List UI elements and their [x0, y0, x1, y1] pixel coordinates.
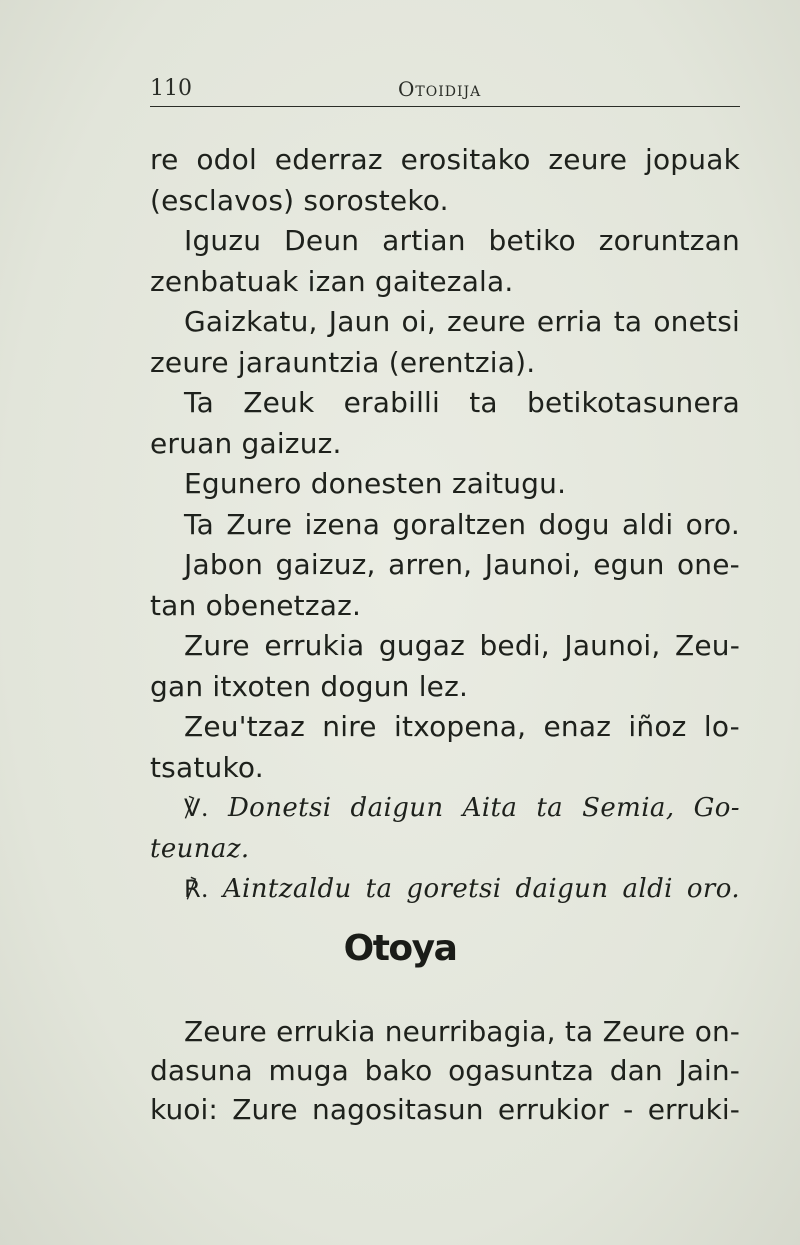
text-line: tsatuko.	[150, 750, 264, 784]
page-header	[150, 74, 740, 108]
text-line: Zeure errukia neurribagia, ta Zeure on-	[184, 1015, 740, 1048]
response-mark: ℟.	[184, 875, 209, 903]
versicle-mark: ℣.	[184, 794, 209, 822]
header-rule	[150, 106, 740, 107]
litany-text	[150, 140, 740, 910]
versicle-text: Donetsi daigun Aita ta Semia, Go-	[227, 793, 740, 823]
text-line: Ta Zure izena goraltzen dogu aldi oro.	[184, 507, 740, 541]
text-line: Zure errukia gugaz bedi, Jaunoi, Zeu-	[184, 629, 740, 662]
text-line: re odol ederraz erositako zeure jopuak	[150, 143, 740, 176]
page-number: 110	[150, 76, 192, 101]
text-line: dasuna muga bako ogasuntza dan Jain-	[150, 1054, 740, 1087]
text-line: Gaizkatu, Jaun oi, zeure erria ta onetsi	[184, 305, 740, 338]
versicle-line-continued: teunaz.	[150, 833, 250, 864]
versicle-line	[150, 788, 740, 829]
section-heading: Otoya	[343, 928, 457, 969]
text-line: gan itxoten dogun lez.	[150, 669, 469, 703]
text-line: eruan gaizuz.	[150, 426, 342, 460]
prayer-text	[150, 1012, 740, 1129]
running-head: Otoidija	[398, 77, 482, 101]
text-line: zenbatuak izan gaitezala.	[150, 264, 514, 298]
text-line: Ta Zeuk erabilli ta betikotasunera	[184, 386, 740, 419]
text-line: Jabon gaizuz, arren, Jaunoi, egun one-	[184, 548, 740, 581]
text-line: zeure jarauntzia (erentzia).	[150, 345, 536, 379]
text-line: (esclavos) sorosteko.	[150, 183, 449, 217]
text-line: kuoi: Zure nagositasun errukior - erruki-	[150, 1093, 740, 1126]
response-line	[150, 869, 740, 910]
text-line: Zeu'tzaz nire itxopena, enaz iñoz lo-	[184, 710, 740, 743]
text-line: Iguzu Deun artian betiko zoruntzan	[184, 224, 740, 257]
text-line: tan obenetzaz.	[150, 588, 362, 622]
text-line: Egunero donesten zaitugu.	[184, 467, 567, 500]
response-text: Aintzaldu ta goretsi daigun aldi oro.	[222, 874, 740, 904]
